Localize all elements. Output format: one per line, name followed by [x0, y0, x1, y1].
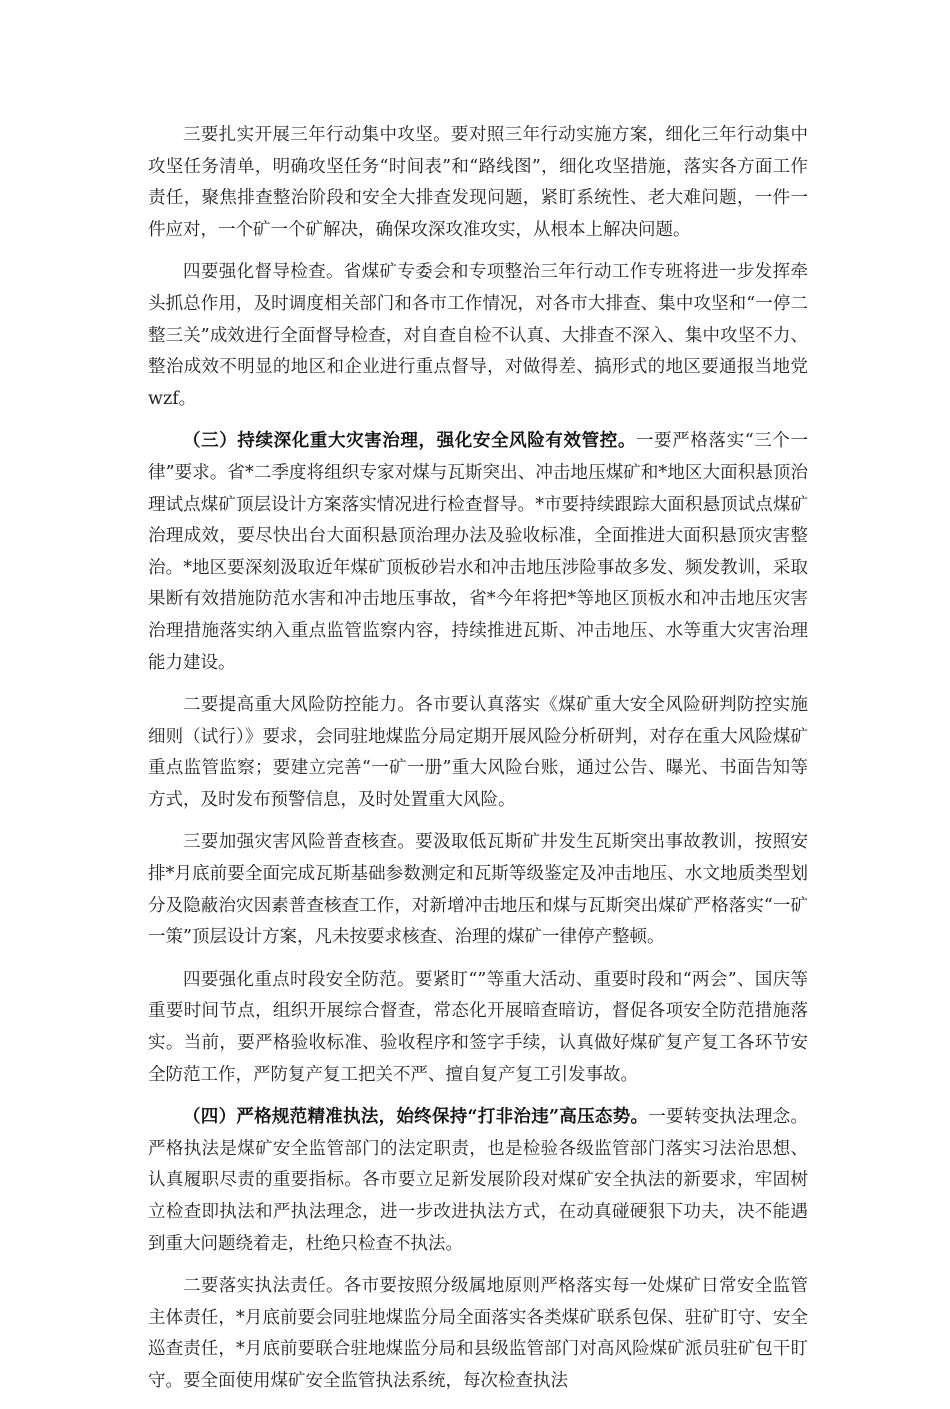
- paragraph-section-four: [148, 1102, 808, 1260]
- paragraph-text: 一要转变执法理念。严格执法是煤矿安全监管部门的法定职责，也是检验各级监管部门落实习法治思想、认真履职尽责的重要指标。各市要立足新发展阶段对煤矿安全执法的新要求，牢固树立检查即执法和严执法理念，进一步改进执法方式，在动真碰硬狠下功夫，决不能遇到重大问题绕着走，杜绝只检查不执法。: [148, 1107, 809, 1254]
- paragraph-key-periods: [148, 965, 808, 1091]
- paragraph-text: 二要提高重大风险防控能力。各市要认真落实《煤矿重大安全风险研判防控实施细则（试行）》要求，会同驻地煤监分局定期开展风险分析研判，对存在重大风险煤矿重点监管监察；要建立完善“一矿一册”重大风险台账，通过公告、曝光、书面告知等方式，及时发布预警信息，及时处置重大风险。: [148, 695, 808, 810]
- paragraph-text: 四要强化重点时段安全防范。要紧盯“”等重大活动、重要时段和“两会”、国庆等重要时间节点，组织开展综合督查，常态化开展暗查暗访，督促各项安全防范措施落实。当前，要严格验收标准、验收程序和签字手续，认真做好煤矿复产复工各环节安全防范工作，严防复产复工把关不严、擅自复产复工引发事故。: [148, 969, 808, 1085]
- paragraph-text: 三要扎实开展三年行动集中攻坚。要对照三年行动实施方案，细化三年行动集中攻坚任务清单，明确攻坚任务“时间表”和“路线图”，细化攻坚措施，落实各方面工作责任，聚焦排查整治阶段和安全大排查发现问题，紧盯系统性、老大难问题，一件一件应对，一个矿一个矿解决，确保攻深攻准攻实，从根本上解决问题。: [148, 125, 808, 240]
- paragraph-section-three: [148, 426, 808, 679]
- paragraph-task-four: [148, 257, 808, 415]
- paragraph-text: 四要强化督导检查。省煤矿专委会和专项整治三年行动工作专班将进一步发挥牵头抓总作用，及时调度相关部门和各市工作情况，对各市大排查、集中攻坚和“一停二整三关”成效进行全面督导检查，对自查自检不认真、大排查不深入、集中攻坚不力、整治成效不明显的地区和企业进行重点督导，对做得差、搞形式的地区要通报当地党wzf。: [148, 262, 808, 409]
- section-heading: （三）持续深化重大灾害治理，强化安全风险有效管控。: [183, 431, 636, 452]
- paragraph-text: 二要落实执法责任。各市要按照分级属地原则严格落实每一处煤矿日常安全监管主体责任，*月底前要会同驻地煤监分局全面落实各类煤矿联系包保、驻矿盯守、安全巡查责任，*月底前要联合驻地煤监分局和县级监管部门对高风险煤矿派员驻矿包干盯守。要全面使用煤矿安全监管执法系统，每次检查执法: [148, 1276, 808, 1391]
- paragraph-enforcement-duty: [148, 1271, 808, 1397]
- paragraph-task-three: [148, 120, 808, 246]
- paragraph-text: 一要严格落实“三个一律”要求。省*二季度将组织专家对煤与瓦斯突出、冲击地压煤矿和*地区大面积悬顶治理试点煤矿顶层设计方案落实情况进行检查督导。*市要持续跟踪大面积悬顶试点煤矿治理成效，要尽快出台大面积悬顶治理办法及验收标准，全面推进大面积悬顶灾害整治。*地区要深刻汲取近年煤矿顶板砂岩水和冲击地压涉险事故多发、频发教训，采取果断有效措施防范水害和冲击地压事故，省*今年将把*等地区顶板水和冲击地压灾害治理措施落实纳入重点监管监察内容，持续推进瓦斯、冲击地压、水等重大灾害治理能力建设。: [148, 431, 809, 673]
- paragraph-text: 三要加强灾害风险普查核查。要汲取低瓦斯矿井发生瓦斯突出事故教训，按照安排*月底前要全面完成瓦斯基础参数测定和瓦斯等级鉴定及冲击地压、水文地质类型划分及隐蔽治灾因素普查核查工作，对新增冲击地压和煤与瓦斯突出煤矿严格落实“一矿一策”顶层设计方案，凡未按要求核查、治理的煤矿一律停产整顿。: [148, 832, 808, 948]
- document-body: [148, 120, 808, 1409]
- section-heading: （四）严格规范精准执法，始终保持“打非治违”高压态势。: [183, 1107, 649, 1128]
- paragraph-hazard-survey: [148, 827, 808, 953]
- paragraph-risk-control: [148, 690, 808, 816]
